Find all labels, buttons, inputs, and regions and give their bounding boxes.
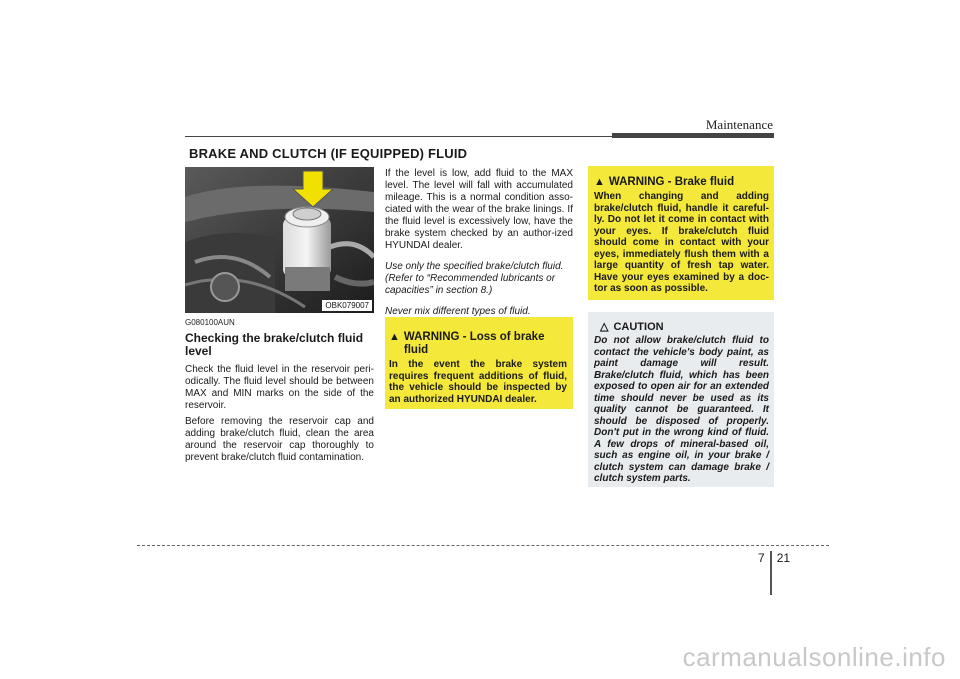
caution-body: Do not allow brake/clutch fluid to contact the vehicle's body paint, as paint damage will result. Brake/clutch fluid, which has been exposed to open air for an extended time should never be used as its quality cannot be guaranteed. It should be disposed of properly. Don't put in the wrong kind of fluid. A few drops of mineral-based oil, such as engine oil, in your brake / clutch system can damage brake / clutch system parts. bbox=[594, 335, 769, 484]
warning-heading bbox=[389, 331, 567, 357]
warning-label: WARNING - bbox=[403, 331, 467, 343]
warning-brake-fluid-box bbox=[588, 166, 774, 300]
warning-heading bbox=[594, 176, 769, 189]
caution-label: CAUTION bbox=[613, 320, 664, 333]
left-column bbox=[185, 317, 374, 468]
subsection-heading: Checking the brake/clutch fluid level bbox=[185, 331, 364, 358]
watermark: carmanualsonline.info bbox=[682, 642, 946, 672]
page-number bbox=[758, 551, 790, 595]
photo-code: OBK079007 bbox=[322, 300, 372, 311]
footer-rule bbox=[137, 545, 829, 546]
paragraph: Before removing the reservoir cap and adding brake/clutch fluid, clean the area around the reservoir cap thoroughly to prevent brake/clutch fluid contamination. bbox=[185, 416, 374, 463]
caution-box bbox=[588, 312, 774, 487]
engine-bay-illustration bbox=[185, 167, 374, 313]
warning-loss-of-fluid-box bbox=[385, 317, 573, 409]
warning-label: WARNING - bbox=[608, 176, 672, 188]
paragraph: Use only the specified brake/clutch fluid. (Refer to “Recommended lubricants or capacities” in section 8.) bbox=[385, 261, 564, 296]
paragraph: Check the fluid level in the reservoir peri-odically. The fluid level should be between MAX and MIN marks on the side of the reservoir. bbox=[185, 364, 374, 411]
header-rule bbox=[185, 136, 615, 137]
page-title: BRAKE AND CLUTCH (IF EQUIPPED) FLUID bbox=[189, 146, 468, 161]
chapter-number: 7 bbox=[758, 551, 765, 565]
warning-subject: Loss of brake fluid bbox=[403, 331, 545, 356]
caution-icon: △ bbox=[600, 321, 609, 333]
header-rule-accent bbox=[612, 133, 774, 138]
warning-body: When changing and adding brake/clutch fluid, handle it careful-ly. Do not let it come in contact with your eyes. If brake/clutch fluid should come in contact with your eyes, immediately flush them with a large quantity of fresh tap water. Have your eyes examined by a doc-tor as soon as possible. bbox=[594, 191, 769, 294]
warning-subject: Brake fluid bbox=[674, 176, 735, 188]
engine-bay-photo bbox=[185, 167, 374, 313]
paragraph: If the level is low, add fluid to the MAX level. The level will fall with accumulated mileage. This is a normal condition asso-ciated with the wear of the brake linings. If the fluid level is excessively low, have the brake system checked by an author-ized HYUNDAI dealer. bbox=[385, 168, 573, 251]
warning-icon: ▲ bbox=[389, 331, 400, 343]
section-name: Maintenance bbox=[705, 117, 773, 132]
page-number-divider bbox=[770, 551, 772, 595]
paragraph: Never mix different types of fluid. bbox=[385, 306, 531, 317]
section-code: G080100AUN bbox=[185, 318, 235, 327]
warning-body: In the event the brake system requires frequent additions of fluid, the vehicle should be inspected by an authorized HYUNDAI dealer. bbox=[389, 359, 567, 405]
middle-column bbox=[385, 168, 573, 327]
caution-heading bbox=[594, 320, 769, 333]
warning-icon: ▲ bbox=[594, 176, 605, 188]
page-number-value: 21 bbox=[776, 551, 791, 565]
